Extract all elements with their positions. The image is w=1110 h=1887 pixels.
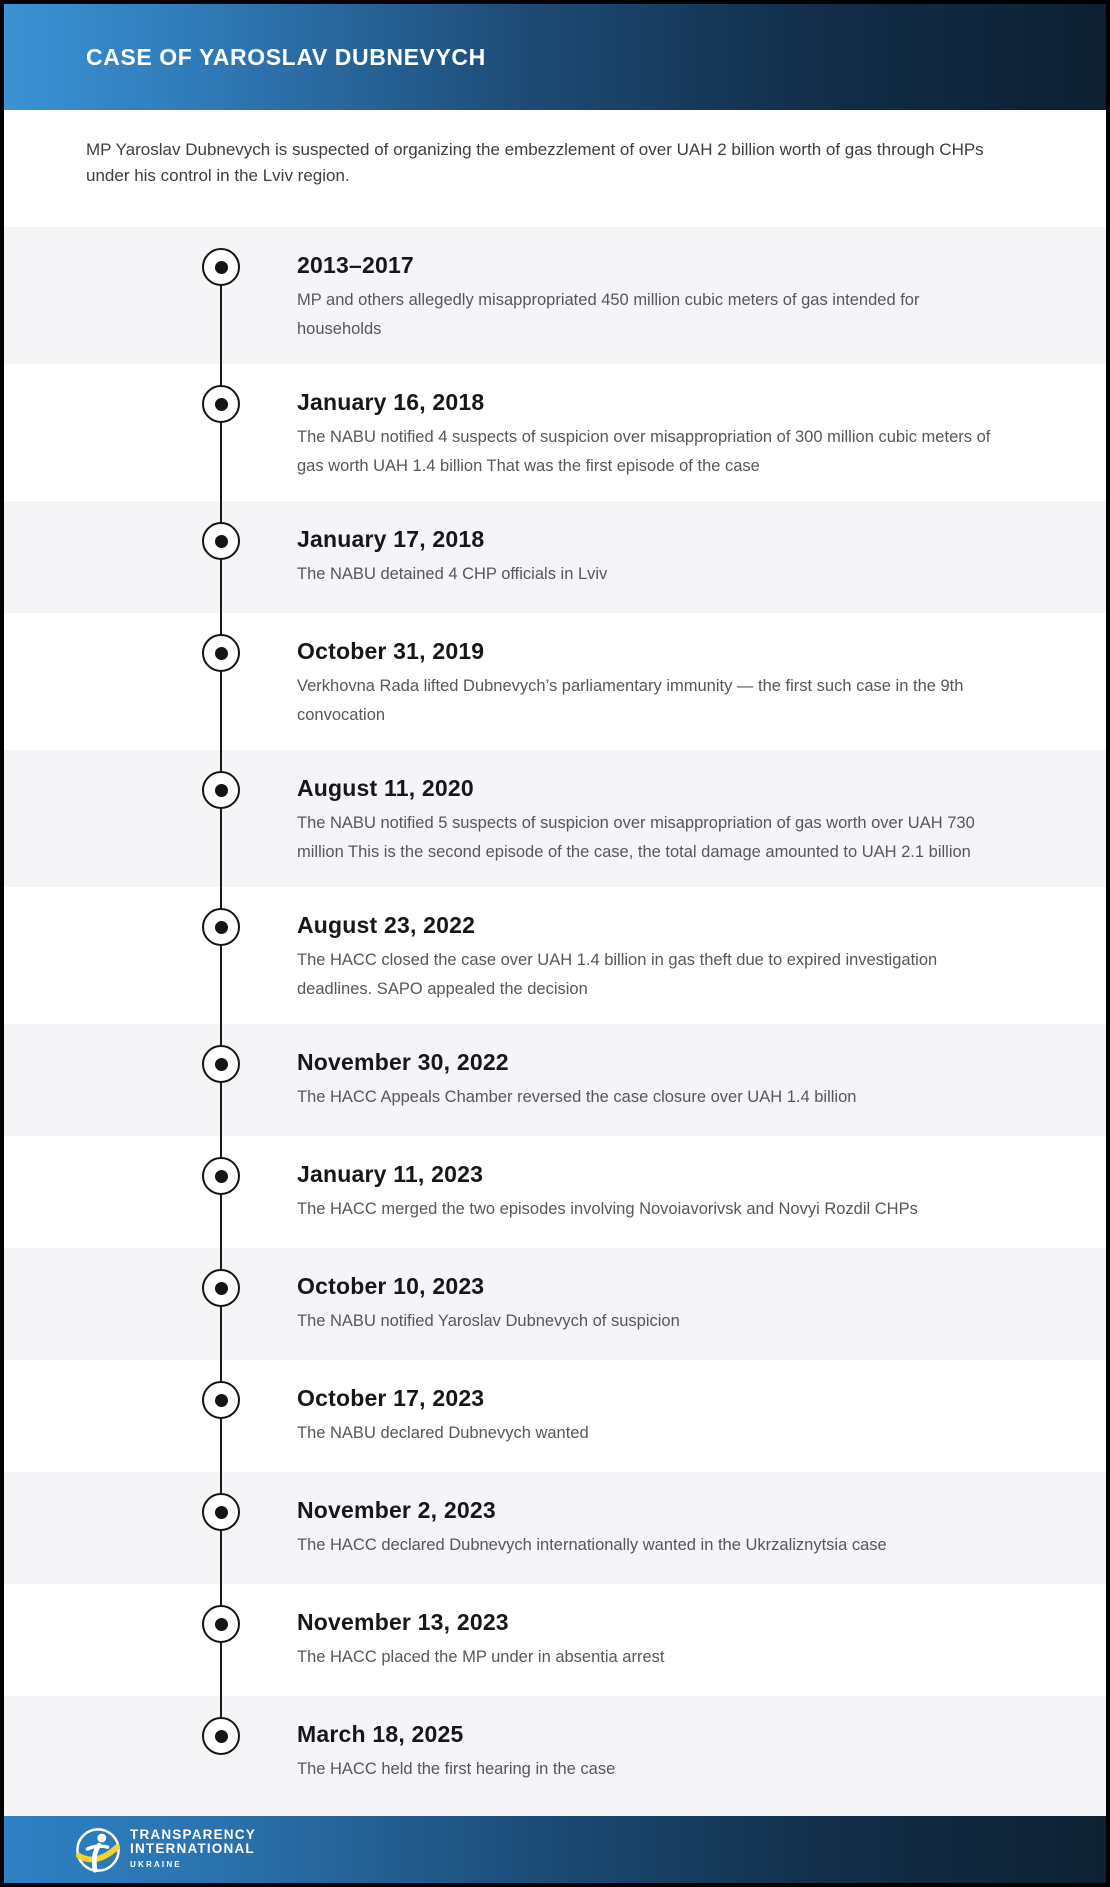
- timeline-dot-icon: [215, 784, 228, 797]
- footer-banner: [4, 1816, 1106, 1883]
- timeline-dot-icon: [215, 535, 228, 548]
- timeline-marker-icon: [202, 908, 240, 946]
- timeline-dot-icon: [215, 647, 228, 660]
- infographic-page: [4, 4, 1106, 1883]
- timeline-entry: [297, 613, 1106, 730]
- timeline-item: [4, 501, 1106, 613]
- timeline-marker-icon: [202, 1493, 240, 1531]
- timeline-entry: [297, 1696, 1106, 1784]
- timeline-dot-icon: [215, 1506, 228, 1519]
- timeline-dot-icon: [215, 398, 228, 411]
- timeline-entry: [297, 750, 1106, 867]
- transparency-international-logo: [75, 1827, 256, 1873]
- timeline-item: [4, 887, 1106, 1024]
- globe-figure-icon: [75, 1827, 121, 1873]
- timeline-date: November 13, 2023: [297, 1609, 509, 1635]
- timeline-dot-icon: [215, 1394, 228, 1407]
- timeline-dot-icon: [215, 1618, 228, 1631]
- timeline-marker-icon: [202, 1157, 240, 1195]
- timeline-marker-icon: [202, 1717, 240, 1755]
- timeline-date: March 18, 2025: [297, 1721, 464, 1747]
- timeline-description: The HACC Appeals Chamber reversed the case closure over UAH 1.4 billion: [297, 1088, 857, 1106]
- timeline-date: August 23, 2022: [297, 912, 476, 938]
- intro-section: [4, 110, 1106, 227]
- timeline-marker-icon: [202, 522, 240, 560]
- timeline-description: The NABU notified Yaroslav Dubnevych of suspicion: [297, 1312, 680, 1330]
- timeline-entry: [297, 1024, 1106, 1112]
- timeline-marker-icon: [202, 771, 240, 809]
- timeline-item: [4, 1696, 1106, 1816]
- timeline-date: 2013–2017: [297, 252, 414, 278]
- timeline-date: November 2, 2023: [297, 1497, 496, 1523]
- logo-line-ukraine: UKRAINE: [130, 1859, 182, 1869]
- timeline-description: The NABU notified 5 suspects of suspicion over misappropriation of gas worth over UAH 730 million This is the second episode of the case, the total damage amounted to UAH 2.1 billion: [297, 814, 975, 861]
- timeline-item: [4, 1472, 1106, 1584]
- timeline-dot-icon: [215, 1282, 228, 1295]
- timeline-entry: [297, 1584, 1106, 1672]
- timeline-item: [4, 364, 1106, 501]
- timeline-description: The HACC placed the MP under in absentia arrest: [297, 1648, 665, 1666]
- timeline-entry: [297, 501, 1106, 589]
- timeline-date: October 10, 2023: [297, 1273, 485, 1299]
- timeline-marker-icon: [202, 1045, 240, 1083]
- timeline-description: The HACC merged the two episodes involving Novoiavorivsk and Novyi Rozdil CHPs: [297, 1200, 918, 1218]
- timeline-entry: [297, 1248, 1106, 1336]
- timeline-description: The HACC closed the case over UAH 1.4 billion in gas theft due to expired investigation deadlines. SAPO appealed the decision: [297, 951, 938, 998]
- timeline-marker-icon: [202, 385, 240, 423]
- timeline-entry: [297, 227, 1106, 344]
- timeline-description: The NABU detained 4 CHP officials in Lviv: [297, 565, 608, 583]
- timeline-item: [4, 1584, 1106, 1696]
- timeline-entry: [297, 364, 1106, 481]
- timeline-description: Verkhovna Rada lifted Dubnevych’s parliamentary immunity — the first such case in the 9th convocation: [297, 677, 964, 724]
- timeline-item: [4, 613, 1106, 750]
- timeline-date: October 31, 2019: [297, 638, 485, 664]
- timeline-entry: [297, 887, 1106, 1004]
- timeline-dot-icon: [215, 261, 228, 274]
- timeline-entry: [297, 1360, 1106, 1448]
- timeline-date: October 17, 2023: [297, 1385, 485, 1411]
- timeline-marker-icon: [202, 634, 240, 672]
- timeline-marker-icon: [202, 1381, 240, 1419]
- timeline-dot-icon: [215, 1058, 228, 1071]
- timeline-item: [4, 1136, 1106, 1248]
- timeline-entry: [297, 1136, 1106, 1224]
- header-banner: [4, 4, 1106, 110]
- timeline-entry: [297, 1472, 1106, 1560]
- timeline-dot-icon: [215, 921, 228, 934]
- timeline-description: The HACC held the first hearing in the case: [297, 1760, 616, 1778]
- timeline-item: [4, 1248, 1106, 1360]
- timeline-item: [4, 1360, 1106, 1472]
- timeline-dot-icon: [215, 1730, 228, 1743]
- logo-line-transparency: TRANSPARENCY: [130, 1826, 256, 1842]
- timeline-marker-icon: [202, 1269, 240, 1307]
- timeline-item: [4, 227, 1106, 364]
- timeline-date: January 16, 2018: [297, 389, 485, 415]
- logo-line-international: INTERNATIONAL: [130, 1840, 255, 1856]
- timeline-date: January 11, 2023: [297, 1161, 484, 1187]
- timeline-description: The HACC declared Dubnevych internationally wanted in the Ukrzaliznytsia case: [297, 1536, 887, 1554]
- timeline-date: November 30, 2022: [297, 1049, 509, 1075]
- timeline-description: MP and others allegedly misappropriated 450 million cubic meters of gas intended for households: [297, 291, 920, 338]
- intro-text: MP Yaroslav Dubnevych is suspected of organizing the embezzlement of over UAH 2 billion worth of gas through CHPs under his control in the Lviv region.: [86, 140, 984, 185]
- timeline-marker-icon: [202, 1605, 240, 1643]
- page-title: CASE OF YAROSLAV DUBNEVYCH: [86, 43, 486, 70]
- timeline-marker-icon: [202, 248, 240, 286]
- timeline-date: January 17, 2018: [297, 526, 485, 552]
- timeline-description: The NABU notified 4 suspects of suspicion over misappropriation of 300 million cubic meters of gas worth UAH 1.4 billion That was the first episode of the case: [297, 428, 991, 475]
- timeline-item: [4, 1024, 1106, 1136]
- timeline-dot-icon: [215, 1170, 228, 1183]
- timeline-date: August 11, 2020: [297, 775, 474, 801]
- timeline: [4, 227, 1106, 1816]
- logo-wordmark: [130, 1828, 256, 1872]
- timeline-description: The NABU declared Dubnevych wanted: [297, 1424, 589, 1442]
- timeline-item: [4, 750, 1106, 887]
